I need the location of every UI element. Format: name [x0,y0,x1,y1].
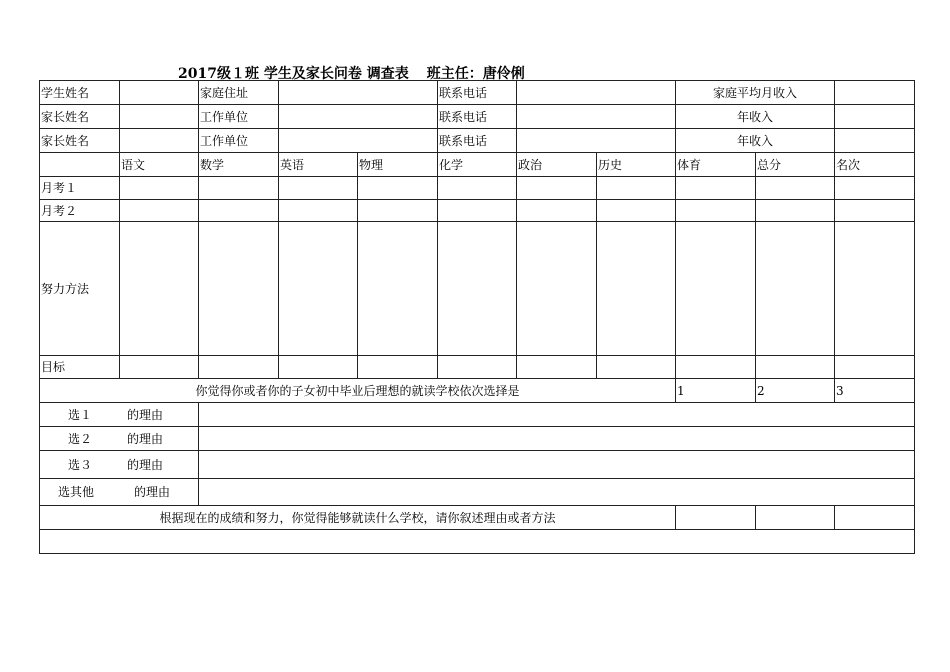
method-label: 努力方法 [40,222,120,356]
score-cell[interactable] [597,200,676,222]
phone-field[interactable] [517,129,676,153]
survey-table [39,80,915,554]
goal-row [40,356,915,379]
score-cell[interactable] [835,177,915,200]
reason-label [40,479,199,506]
goal-cell[interactable] [835,356,915,379]
final-answer-field[interactable] [40,530,915,554]
reason-row [40,479,915,506]
method-cell[interactable] [676,222,756,356]
reason-field[interactable] [199,427,915,451]
reason-row [40,403,915,427]
final-question: 根据现在的成绩和努力，你觉得能够就读什么学校，请你叙述理由或者方法 [40,506,676,530]
score-cell[interactable] [597,177,676,200]
reason-label [40,403,199,427]
reason-text: 的理由 [127,457,164,472]
subject-header: 政治 [517,153,597,177]
reason-field[interactable] [199,479,915,506]
choice-label: 选２ [68,431,93,446]
subject-header: 历史 [597,153,676,177]
score-cell[interactable] [279,200,358,222]
score-cell[interactable] [756,177,835,200]
info-row [40,81,915,105]
exam2-label: 月考２ [40,200,120,222]
parent-name-field[interactable] [120,129,199,153]
method-row [40,222,915,356]
home-address-field[interactable] [279,81,438,105]
annual-income-label: 年收入 [676,129,835,153]
phone-field[interactable] [517,105,676,129]
reason-field[interactable] [199,451,915,479]
method-cell[interactable] [756,222,835,356]
annual-income-field[interactable] [835,105,915,129]
info-row [40,105,915,129]
choice-2-cell[interactable]: 2 [756,379,835,403]
reason-text: 的理由 [127,407,164,422]
choice-label: 选１ [68,407,93,422]
goal-cell[interactable] [438,356,517,379]
goal-cell[interactable] [279,356,358,379]
score-cell[interactable] [438,200,517,222]
score-cell[interactable] [199,177,279,200]
exam1-label: 月考１ [40,177,120,200]
subject-header: 化学 [438,153,517,177]
subject-header: 体育 [676,153,756,177]
goal-cell[interactable] [120,356,199,379]
choice-3-cell[interactable]: 3 [835,379,915,403]
student-name-field[interactable] [120,81,199,105]
work-unit-label: 工作单位 [199,105,279,129]
score-cell[interactable] [438,177,517,200]
student-name-label: 学生姓名 [40,81,120,105]
goal-cell[interactable] [756,356,835,379]
info-row [40,129,915,153]
final-answer-row [40,530,915,554]
annual-income-field[interactable] [835,129,915,153]
score-cell[interactable] [517,177,597,200]
annual-income-label: 年收入 [676,105,835,129]
exam2-row [40,200,915,222]
choice-label: 选其他 [58,485,95,499]
method-cell[interactable] [438,222,517,356]
method-cell[interactable] [835,222,915,356]
reason-row [40,427,915,451]
phone-label: 联系电话 [438,129,517,153]
home-address-label: 家庭住址 [199,81,279,105]
phone-label: 联系电话 [438,105,517,129]
blank-cell[interactable] [676,506,756,530]
score-cell[interactable] [676,177,756,200]
reason-row [40,451,915,479]
school-choice-question: 你觉得你或者你的子女初中毕业后理想的就读学校依次选择是 [40,379,676,403]
goal-cell[interactable] [199,356,279,379]
reason-label [40,451,199,479]
work-unit-field[interactable] [279,129,438,153]
parent-name-label: 家长姓名 [40,129,120,153]
reason-text: 的理由 [134,485,171,499]
subject-header: 总分 [756,153,835,177]
subject-header-row [40,153,915,177]
phone-field[interactable] [517,81,676,105]
score-cell[interactable] [756,200,835,222]
score-cell[interactable] [120,200,199,222]
final-question-row [40,506,915,530]
goal-label: 目标 [40,356,120,379]
parent-name-label: 家长姓名 [40,105,120,129]
phone-label: 联系电话 [438,81,517,105]
score-cell[interactable] [199,200,279,222]
school-choice-row [40,379,915,403]
monthly-income-label: 家庭平均月收入 [676,81,835,105]
blank-cell[interactable] [835,506,915,530]
score-cell[interactable] [358,177,438,200]
method-cell[interactable] [358,222,438,356]
score-cell[interactable] [835,200,915,222]
blank-cell[interactable] [756,506,835,530]
work-unit-field[interactable] [279,105,438,129]
subject-header: 英语 [279,153,358,177]
goal-cell[interactable] [597,356,676,379]
method-cell[interactable] [597,222,676,356]
work-unit-label: 工作单位 [199,129,279,153]
goal-cell[interactable] [676,356,756,379]
reason-text: 的理由 [127,431,164,446]
score-cell[interactable] [120,177,199,200]
method-cell[interactable] [199,222,279,356]
monthly-income-field[interactable] [835,81,915,105]
choice-1-cell[interactable]: 1 [676,379,756,403]
score-cell[interactable] [517,200,597,222]
subject-header: 名次 [835,153,915,177]
goal-cell[interactable] [517,356,597,379]
subject-header: 语文 [120,153,199,177]
score-cell[interactable] [676,200,756,222]
subject-header: 数学 [199,153,279,177]
subject-header: 物理 [358,153,438,177]
method-cell[interactable] [517,222,597,356]
parent-name-field[interactable] [120,105,199,129]
head-teacher: 班主任：唐伶俐 [426,66,525,82]
exam1-row [40,177,915,200]
reason-field[interactable] [199,403,915,427]
choice-label: 选３ [68,457,93,472]
score-cell[interactable] [358,200,438,222]
reason-label [40,427,199,451]
method-cell[interactable] [120,222,199,356]
method-cell[interactable] [279,222,358,356]
goal-cell[interactable] [358,356,438,379]
header-blank [40,153,120,177]
form-title-main: 2017级１班 学生及家长问卷 调查表 [178,66,409,82]
score-cell[interactable] [279,177,358,200]
